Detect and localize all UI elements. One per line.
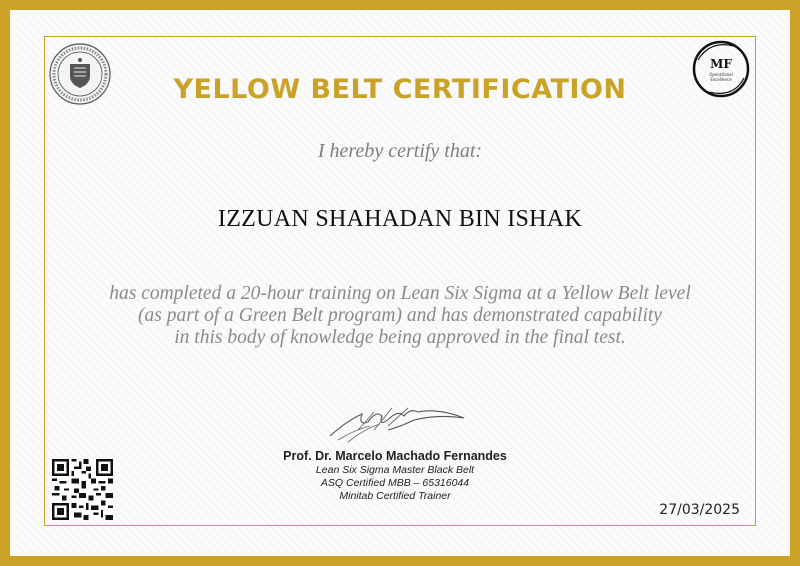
- certificate-statement: [0, 283, 800, 349]
- signature-image: [318, 400, 468, 446]
- signer-block: [0, 449, 800, 503]
- signer-name: Prof. Dr. Marcelo Machado Fernandes: [283, 449, 507, 463]
- signer-role: Lean Six Sigma Master Black Belt: [315, 464, 475, 476]
- recipient-name: IZZUAN SHAHADAN BIN ISHAK: [217, 206, 583, 232]
- certify-intro: I hereby certify that:: [317, 140, 483, 162]
- issue-date: 27/03/2025: [659, 502, 740, 518]
- mf-logo-tagline-1: Operational: [709, 72, 733, 77]
- qr-code-icon: [52, 459, 113, 520]
- certificate-title: YELLOW BELT CERTIFICATION: [173, 74, 627, 105]
- mf-logo-initials: MF: [710, 57, 732, 71]
- statement-line: (as part of a Green Belt program) and has demonstrated capability: [138, 305, 662, 326]
- statement-line: has completed a 20-hour training on Lean Six Sigma at a Yellow Belt level: [109, 283, 691, 304]
- mf-logo-tagline-2: Excellence: [710, 77, 732, 82]
- signer-role: ASQ Certified MBB – 65316044: [320, 477, 470, 489]
- signer-role: Minitab Certified Trainer: [339, 490, 451, 502]
- statement-line: in this body of knowledge being approved in the final test.: [174, 327, 626, 348]
